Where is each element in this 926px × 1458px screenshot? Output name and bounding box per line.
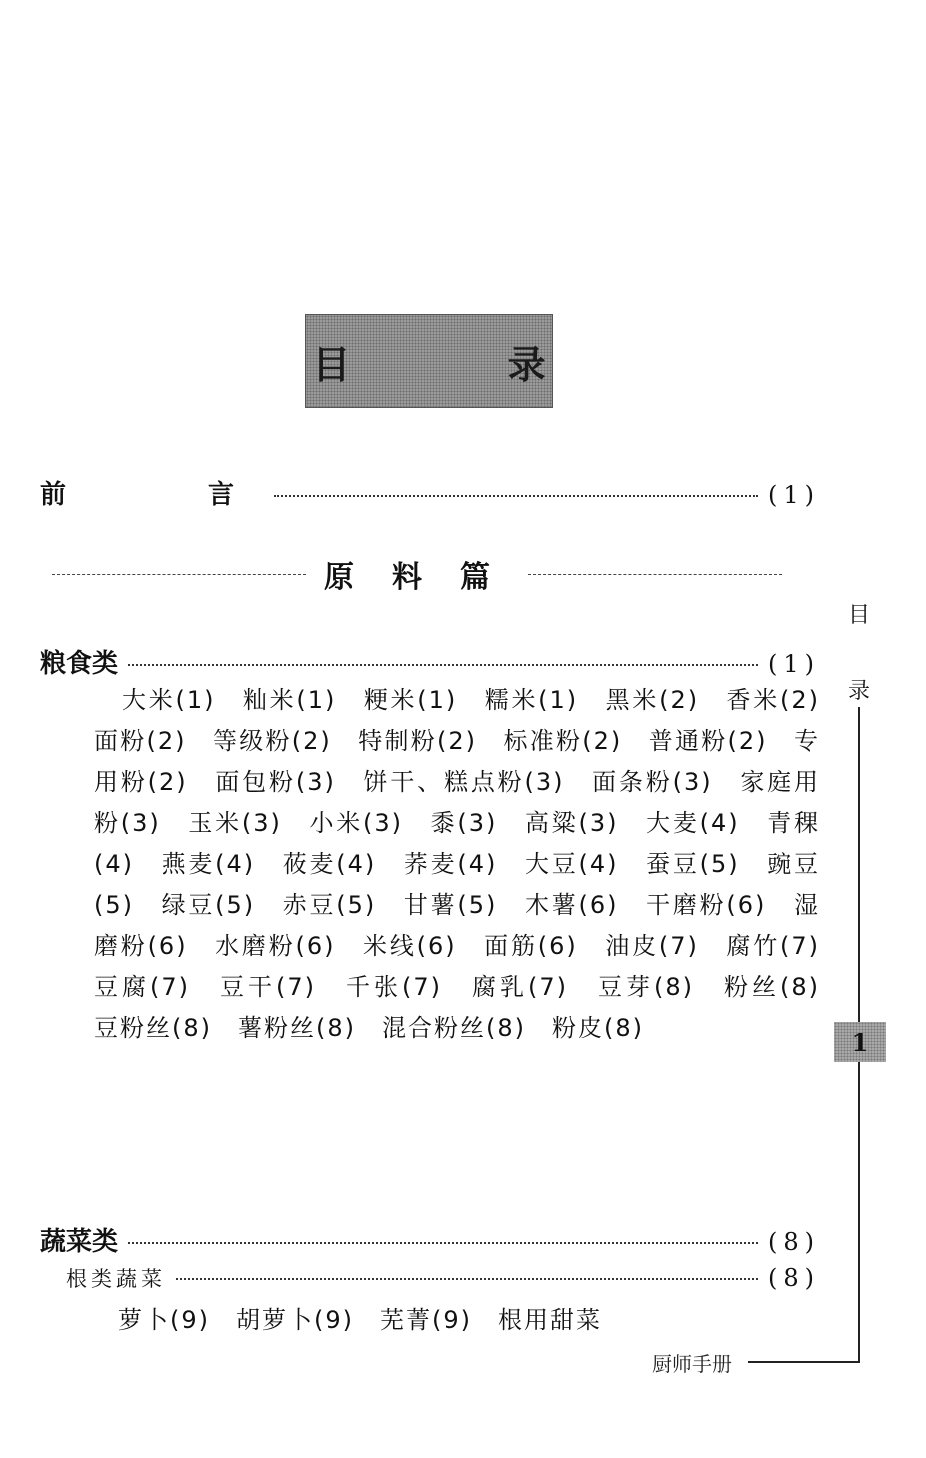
toc-page-grains: (1)	[768, 650, 820, 678]
grains-entry-list: 大米(1) 籼米(1) 粳米(1) 糯米(1) 黑米(2) 香米(2) 面粉(2) 等级粉(2) 特制粉(2) 标准粉(2) 普通粉(2) 专用粉(2) 面包粉(3) 饼干、糕点粉(3) 面条粉(3) 家庭用粉(3) 玉米(3) 小米(3) 黍(3) 高粱(3) 大麦(4) 青稞(4) 燕麦(4) 莜麦(4) 荞麦(4) 大豆(4) 蚕豆(5) 豌豆(5) 绿豆(5) 赤豆(5) 甘薯(5) 木薯(6) 干磨粉(6) 湿磨粉(6) 水磨粉(6) 米线(6) 面筋(6) 油皮(7) 腐竹(7) 豆腐(7) 豆干(7) 千张(7) 腐乳(7) 豆芽(8) 粉丝(8) 豆粉丝(8) 薯粉丝(8) 混合粉丝(8) 粉皮(8)	[94, 686, 846, 1042]
side-label-char-1: 目	[848, 596, 870, 631]
footer-book-title: 厨师手册	[652, 1352, 732, 1376]
footer-rule	[748, 1361, 860, 1363]
leader-dots	[176, 1278, 758, 1280]
root-vegetables-entry-list: 萝卜(9) 胡萝卜(9) 芜菁(9) 根用甜菜	[118, 1306, 602, 1334]
page-number: 1	[851, 1027, 869, 1057]
page-title-box	[305, 314, 618, 408]
dashed-rule-left	[52, 574, 306, 575]
toc-entry-root-vegetables[interactable]	[66, 1263, 820, 1293]
toc-label-vegetables: 蔬菜类	[40, 1227, 119, 1257]
leader-dots	[128, 1242, 758, 1244]
toc-page-vegetables: (8)	[768, 1228, 820, 1256]
toc-label-grains: 粮食类	[40, 649, 119, 679]
toc-label-preface: 前 言	[40, 480, 265, 510]
leader-dots	[274, 495, 758, 497]
side-label-char-2: 录	[848, 672, 870, 707]
toc-page-preface: (1)	[768, 481, 820, 509]
page-number-tab	[834, 1022, 886, 1062]
leader-dots	[128, 664, 758, 666]
toc-entry-vegetables[interactable]	[40, 1221, 820, 1258]
toc-entry-preface[interactable]	[40, 474, 820, 511]
section-heading	[52, 552, 782, 596]
section-title: 原料篇	[324, 560, 528, 595]
dashed-rule-right	[528, 574, 782, 575]
page-title: 目 录	[312, 341, 618, 387]
toc-label-root-vegetables: 根类蔬菜	[66, 1267, 166, 1291]
toc-entry-grains[interactable]	[40, 643, 820, 680]
toc-page-root-vegetables: (8)	[768, 1264, 820, 1292]
